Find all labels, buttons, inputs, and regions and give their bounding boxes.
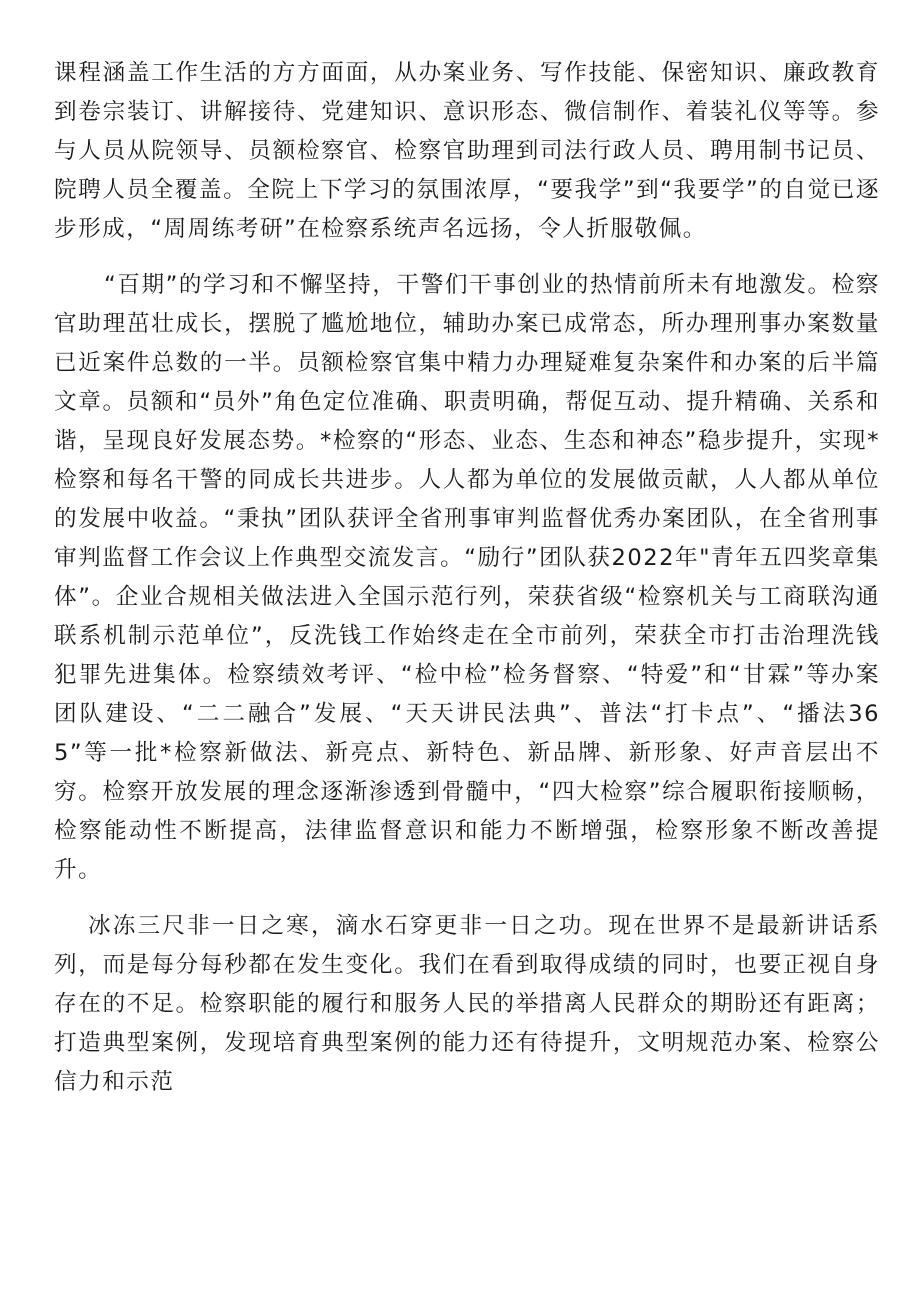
paragraph-continuation: 课程涵盖工作生活的方方面面，从办案业务、写作技能、保密知识、廉政教育到卷宗装订、讲解接待、党建知识、意识形态、微信制作、着装礼仪等等。参与人员从院领导、员额检察官、检察官助理到司法行政人员、聘用制书记员、院聘人员全覆盖。全院上下学习的氛围浓厚，“要我学”到“我要学”的自觉已逐步形成，“周周练考研”在检察系统声名远扬，令人折服敬佩。 xyxy=(54,60,880,242)
paragraph-achievements: “百期”的学习和不懈坚持，干警们干事创业的热情前所未有地激发。检察官助理茁壮成长，摆脱了尴尬地位，辅助办案已成常态，所办理刑事办案数量已近案件总数的一半。员额检察官集中精力办理疑难复杂案件和办案的后半篇文章。员额和“员外”角色定位准确、职责明确，帮促互动、提升精确、关系和谐，呈现良好发展态势。*检察的“形态、业态、生态和神态”稳步提升，实现*检察和每名干警的同成长共进步。人人都为单位的发展做贡献，人人都从单位的发展中收益。“秉执”团队获评全省刑事审判监督优秀办案团队，在全省刑事审判监督工作会议上作典型交流发言。“励行”团队获2022年"青年五四奖章集体”。企业合规相关做法进入全国示范行列，荣获省级“检察机关与工商联沟通联系机制示范单位”，反洗钱工作始终走在全市前列，荣获全市打击治理洗钱犯罪先进集体。检察绩效考评、“检中检”检务督察、“特爱”和“甘霖”等办案团队建设、“二二融合”发展、“天天讲民法典”、普法“打卡点”、“播法365”等一批*检察新做法、新亮点、新特色、新品牌、新形象、好声音层出不穷。检察开放发展的理念逐渐渗透到骨髓中，“四大检察”综合履职衔接顺畅，检察能动性不断提高，法律监督意识和能力不断增强，检察形象不断改善提升。 xyxy=(54,272,880,883)
paragraph-shortcomings: 冰冻三尺非一日之寒，滴水石穿更非一日之功。现在世界不是最新讲话系列，而是每分每秒都在发生变化。我们在看到取得成绩的同时，也要正视自身存在的不足。检察职能的履行和服务人民的举措离人民群众的期盼还有距离；打造典型案例，发现培育典型案例的能力还有待提升，文明规范办案、检察公信力和示范 xyxy=(54,913,880,1095)
document-body xyxy=(54,54,880,1102)
